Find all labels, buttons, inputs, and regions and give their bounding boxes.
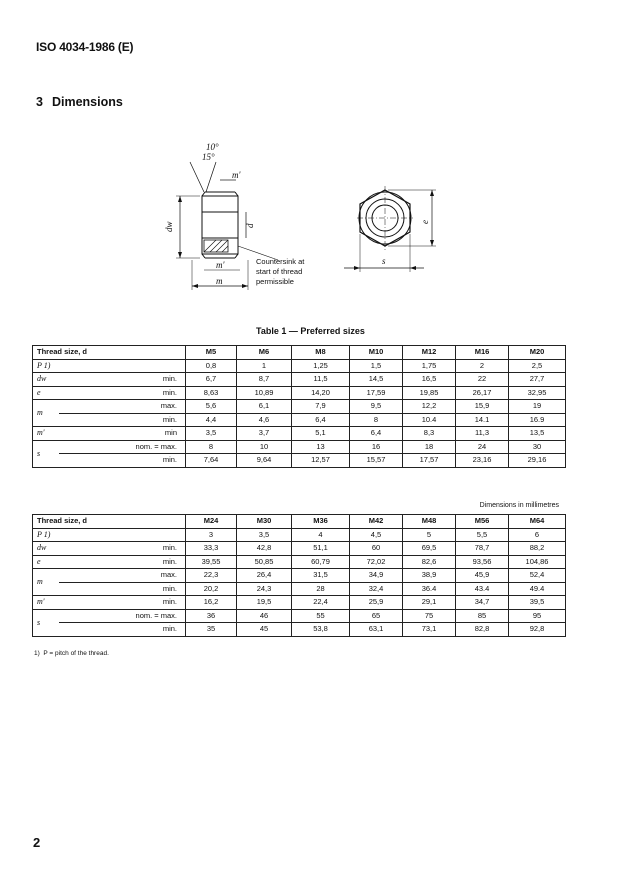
table-cell: 82,6 [403, 555, 456, 569]
table-cell: 8,63 [186, 386, 237, 400]
table-cell: 3,7 [237, 427, 292, 441]
limit-spec: min. [59, 413, 186, 427]
table-cell: 82,8 [456, 623, 509, 637]
size-header: M56 [456, 515, 509, 529]
table-cell: 27,7 [509, 373, 566, 387]
table-cell: 52,4 [509, 569, 566, 583]
table-row [33, 528, 566, 542]
table-cell: 26,17 [456, 386, 509, 400]
size-header: M42 [350, 515, 403, 529]
table-cell: 22 [456, 373, 509, 387]
table-cell: 30 [509, 440, 566, 454]
footnote-text: P = pitch of the thread. [43, 650, 109, 657]
table-cell: 50,85 [237, 555, 292, 569]
table-cell: 19 [509, 400, 566, 414]
table-cell: 92,8 [509, 623, 566, 637]
table-cell: 16 [350, 440, 403, 454]
page-number: 2 [33, 835, 41, 850]
table-cell: 24 [456, 440, 509, 454]
table-cell: 32,4 [350, 582, 403, 596]
section-number: 3 [36, 95, 43, 109]
table-cell: 23,16 [456, 454, 509, 468]
limit-spec: min. [59, 386, 186, 400]
limit-spec: min. [59, 623, 186, 637]
table-row [33, 373, 566, 387]
table-cell: 39,5 [509, 596, 566, 610]
table-cell: 3,5 [186, 427, 237, 441]
quantity-symbol: e [33, 555, 59, 569]
size-header: M64 [509, 515, 566, 529]
table-cell: 6,4 [350, 427, 403, 441]
table-cell: 10.4 [403, 413, 456, 427]
table-cell: 60 [350, 542, 403, 556]
table-row [33, 542, 566, 556]
table-cell: 8 [350, 413, 403, 427]
table-cell: 38,9 [403, 569, 456, 583]
size-header: M6 [237, 346, 292, 360]
quantity-symbol: P 1) [33, 359, 59, 373]
table-cell: 45,9 [456, 569, 509, 583]
limit-spec: max. [59, 400, 186, 414]
quantity-symbol: e [33, 386, 59, 400]
table-cell: 26,4 [237, 569, 292, 583]
table-cell: 18 [403, 440, 456, 454]
table-cell: 5 [403, 528, 456, 542]
table-cell: 29,1 [403, 596, 456, 610]
table-row [33, 440, 566, 454]
size-header: M36 [292, 515, 350, 529]
size-header: M20 [509, 346, 566, 360]
table-header-row [33, 515, 566, 529]
table-cell: 6,1 [237, 400, 292, 414]
quantity-symbol: dw [33, 542, 59, 556]
m-label: m [216, 276, 223, 286]
table-row [33, 609, 566, 623]
table-caption: Table 1 — Preferred sizes [256, 326, 365, 336]
footnote-marker: 1) [34, 650, 40, 657]
table-cell: 78,7 [456, 542, 509, 556]
table-cell: 60,79 [292, 555, 350, 569]
table-cell: 13,5 [509, 427, 566, 441]
limit-spec: min. [59, 373, 186, 387]
table-cell: 4 [292, 528, 350, 542]
table-row [33, 454, 566, 468]
table-cell: 20,2 [186, 582, 237, 596]
thread-size-header: Thread size, d [33, 515, 186, 529]
table-cell: 46 [237, 609, 292, 623]
limit-spec: min. [59, 596, 186, 610]
table-cell: 1,5 [350, 359, 403, 373]
limit-spec: min. [59, 555, 186, 569]
angle-label-top: 10° [206, 142, 219, 152]
table-cell: 4,4 [186, 413, 237, 427]
d-label: d [245, 223, 255, 228]
e-label: e [420, 220, 430, 224]
table-cell: 13 [292, 440, 350, 454]
quantity-symbol: m [33, 400, 59, 427]
table-cell: 19,85 [403, 386, 456, 400]
countersink-note-line3: permissible [256, 277, 294, 286]
table-cell: 53,8 [292, 623, 350, 637]
table-cell: 22,3 [186, 569, 237, 583]
size-header: M16 [456, 346, 509, 360]
limit-spec: nom. = max. [59, 609, 186, 623]
table-cell: 3,5 [237, 528, 292, 542]
dw-label: dw [164, 221, 174, 232]
table-cell: 16,5 [403, 373, 456, 387]
table-cell: 49.4 [509, 582, 566, 596]
table-cell: 65 [350, 609, 403, 623]
table-cell: 85 [456, 609, 509, 623]
table-cell: 1,25 [292, 359, 350, 373]
quantity-symbol: m [33, 569, 59, 596]
table-cell: 72,02 [350, 555, 403, 569]
table-cell: 14,5 [350, 373, 403, 387]
table-preferred-sizes-1 [32, 345, 566, 468]
table-cell: 5,6 [186, 400, 237, 414]
table-row [33, 623, 566, 637]
table-cell: 11,5 [292, 373, 350, 387]
s-label: s [382, 256, 386, 266]
table-cell: 7,64 [186, 454, 237, 468]
table-cell: 39,55 [186, 555, 237, 569]
size-header: M10 [350, 346, 403, 360]
units-note: Dimensions in millimetres [479, 502, 559, 509]
table-row [33, 386, 566, 400]
m-prime-label-bottom: m' [216, 260, 225, 270]
table-cell: 6,7 [186, 373, 237, 387]
table-cell: 12,2 [403, 400, 456, 414]
table-cell: 69,5 [403, 542, 456, 556]
table-cell: 14,20 [292, 386, 350, 400]
table-cell: 29,16 [509, 454, 566, 468]
table-cell: 36 [186, 609, 237, 623]
table-cell: 24,3 [237, 582, 292, 596]
table-cell: 10,89 [237, 386, 292, 400]
table-row [33, 400, 566, 414]
table-cell: 36.4 [403, 582, 456, 596]
size-header: M5 [186, 346, 237, 360]
table-cell: 8,7 [237, 373, 292, 387]
quantity-symbol: dw [33, 373, 59, 387]
quantity-symbol: s [33, 609, 59, 636]
table-preferred-sizes-2 [32, 514, 566, 637]
table-header-row [33, 346, 566, 360]
table-cell: 2,5 [509, 359, 566, 373]
table-cell: 17,59 [350, 386, 403, 400]
table-cell: 51,1 [292, 542, 350, 556]
size-header: M48 [403, 515, 456, 529]
table-cell: 45 [237, 623, 292, 637]
table-row [33, 427, 566, 441]
document-id: ISO 4034-1986 (E) [36, 40, 134, 54]
limit-spec [59, 359, 186, 373]
table-row [33, 596, 566, 610]
table-row [33, 359, 566, 373]
limit-spec: min. [59, 582, 186, 596]
table-cell: 34,7 [456, 596, 509, 610]
size-header: M12 [403, 346, 456, 360]
table-row [33, 413, 566, 427]
table-cell: 19,5 [237, 596, 292, 610]
countersink-note-line2: start of thread [256, 267, 303, 276]
quantity-symbol: m' [33, 427, 59, 441]
table-cell: 16,2 [186, 596, 237, 610]
size-header: M24 [186, 515, 237, 529]
table-cell: 55 [292, 609, 350, 623]
table-cell: 31,5 [292, 569, 350, 583]
table-cell: 15,57 [350, 454, 403, 468]
angle-label-bottom: 15° [202, 152, 215, 162]
quantity-symbol: s [33, 440, 59, 467]
table-cell: 10 [237, 440, 292, 454]
section-title: Dimensions [51, 95, 123, 109]
table-cell: 35 [186, 623, 237, 637]
limit-spec [59, 528, 186, 542]
table-row [33, 582, 566, 596]
table-cell: 1,75 [403, 359, 456, 373]
table-cell: 6,4 [292, 413, 350, 427]
table-cell: 0,8 [186, 359, 237, 373]
table-cell: 32,95 [509, 386, 566, 400]
table-cell: 1 [237, 359, 292, 373]
table-cell: 11,3 [456, 427, 509, 441]
table-cell: 34,9 [350, 569, 403, 583]
table-cell: 93,56 [456, 555, 509, 569]
table-cell: 4,6 [237, 413, 292, 427]
nut-side-body [202, 196, 238, 254]
limit-spec: max. [59, 569, 186, 583]
table-cell: 7,9 [292, 400, 350, 414]
thread-size-header: Thread size, d [33, 346, 186, 360]
table-cell: 73,1 [403, 623, 456, 637]
quantity-symbol: m' [33, 596, 59, 610]
size-header: M30 [237, 515, 292, 529]
table-cell: 88,2 [509, 542, 566, 556]
table-cell: 25,9 [350, 596, 403, 610]
table-row [33, 569, 566, 583]
size-header: M8 [292, 346, 350, 360]
table-cell: 14.1 [456, 413, 509, 427]
limit-spec: min [59, 427, 186, 441]
section-heading [36, 95, 123, 109]
quantity-symbol: P 1) [33, 528, 59, 542]
table-cell: 15,9 [456, 400, 509, 414]
table-cell: 9,5 [350, 400, 403, 414]
table-cell: 28 [292, 582, 350, 596]
table-cell: 3 [186, 528, 237, 542]
footnote [34, 650, 109, 657]
table-cell: 8,3 [403, 427, 456, 441]
table-cell: 16.9 [509, 413, 566, 427]
table-cell: 22,4 [292, 596, 350, 610]
table-cell: 95 [509, 609, 566, 623]
m-prime-label-top: m' [232, 170, 241, 180]
limit-spec: min. [59, 454, 186, 468]
table-cell: 8 [186, 440, 237, 454]
table-cell: 12,57 [292, 454, 350, 468]
table-cell: 5,5 [456, 528, 509, 542]
table-cell: 104,86 [509, 555, 566, 569]
table-cell: 6 [509, 528, 566, 542]
table-cell: 42,8 [237, 542, 292, 556]
table-cell: 17,57 [403, 454, 456, 468]
hex-nut-drawing [160, 140, 440, 300]
table-cell: 5,1 [292, 427, 350, 441]
countersink-note-line1: Countersink at [256, 257, 305, 266]
table-cell: 75 [403, 609, 456, 623]
limit-spec: nom. = max. [59, 440, 186, 454]
limit-spec: min. [59, 542, 186, 556]
table-cell: 4,5 [350, 528, 403, 542]
table-cell: 33,3 [186, 542, 237, 556]
table-cell: 63,1 [350, 623, 403, 637]
table-cell: 9,64 [237, 454, 292, 468]
table-cell: 43.4 [456, 582, 509, 596]
table-row [33, 555, 566, 569]
table-cell: 2 [456, 359, 509, 373]
